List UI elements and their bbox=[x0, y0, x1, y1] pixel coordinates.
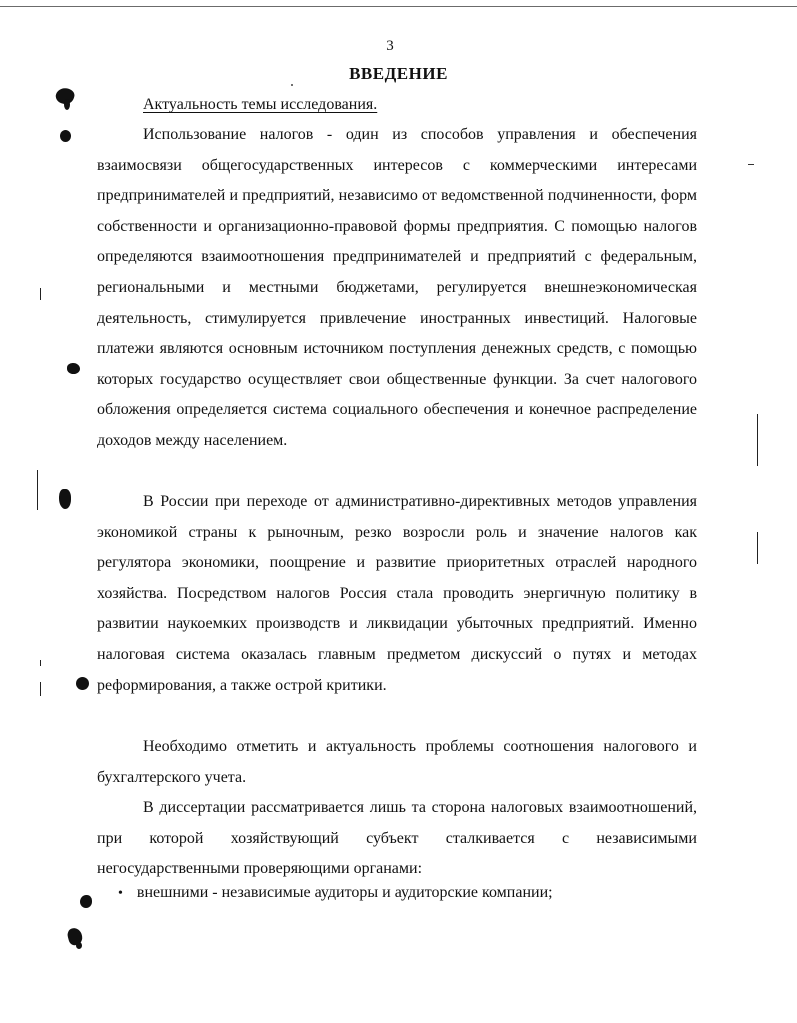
scan-speck bbox=[60, 130, 71, 142]
bullet-item bbox=[118, 884, 553, 902]
scan-border-line bbox=[0, 6, 797, 7]
scan-mark-line bbox=[757, 414, 758, 466]
paragraph-1: Использование налогов - один из способов управления и обеспечения взаимосвязи общегосударственных интересов с коммерческими интересами предпринимателей и предприятий, независимо от ведомственной подчиненности, форм собственности и организационно-правовой формы предприятия. С помощью налогов определяются взаимоотношения предпринимателей и предприятий с федеральным, региональными и местными бюджетами, регулируется внешнеэкономическая деятельность, стимулируется привлечение иностранных инвестиций. Налоговые платежи являются основным источником поступления денежных средств, с помощью которых государство осуществляет свои общественные функции. За счет налогового обложения определяется система социального обеспечения и конечное распределение доходов между населением. bbox=[97, 126, 697, 449]
paragraph-4: В диссертации рассматривается лишь та сторона налоговых взаимоотношений, при которой хозяйствующий субъект сталкивается с независимыми негосударственными проверяющими органами: bbox=[97, 799, 697, 878]
page-number: 3 bbox=[386, 38, 394, 54]
scan-speck bbox=[291, 84, 293, 86]
paragraph-2: В России при переходе от административно-директивных методов управления экономикой страны к рыночным, резко возросли роль и значение налогов как регулятора экономики, поощрение и развитие приоритетных отраслей народного хозяйства. Посредством налогов Россия стала проводить энергичную политику в развитии наукоемких производств и ликвидации убыточных предприятий. Именно налоговая система оказалась главным предметом дискуссий о путях и методах реформирования, а также острой критики. bbox=[97, 493, 697, 694]
scan-mark-line bbox=[40, 682, 41, 696]
scan-speck bbox=[67, 363, 80, 374]
scan-mark-line bbox=[40, 660, 41, 666]
bullet-marker: • bbox=[118, 886, 123, 901]
paragraph-3: Необходимо отметить и актуальность проблемы соотношения налогового и бухгалтерского учета. bbox=[97, 738, 697, 786]
page-title: ВВЕДЕНИЕ bbox=[349, 64, 448, 83]
scan-mark-line bbox=[40, 288, 41, 300]
scan-mark-line bbox=[757, 532, 758, 564]
bullet-text: внешними - независимые аудиторы и аудиторские компании; bbox=[136, 884, 553, 901]
scan-speck bbox=[76, 942, 82, 949]
scan-mark-dash bbox=[748, 164, 754, 165]
scan-speck bbox=[80, 895, 92, 908]
scan-speck bbox=[64, 99, 70, 110]
scan-mark-line bbox=[37, 470, 38, 510]
section-subtitle: Актуальность темы исследования. bbox=[143, 96, 378, 113]
scan-speck bbox=[76, 677, 89, 690]
scan-speck bbox=[59, 489, 71, 509]
